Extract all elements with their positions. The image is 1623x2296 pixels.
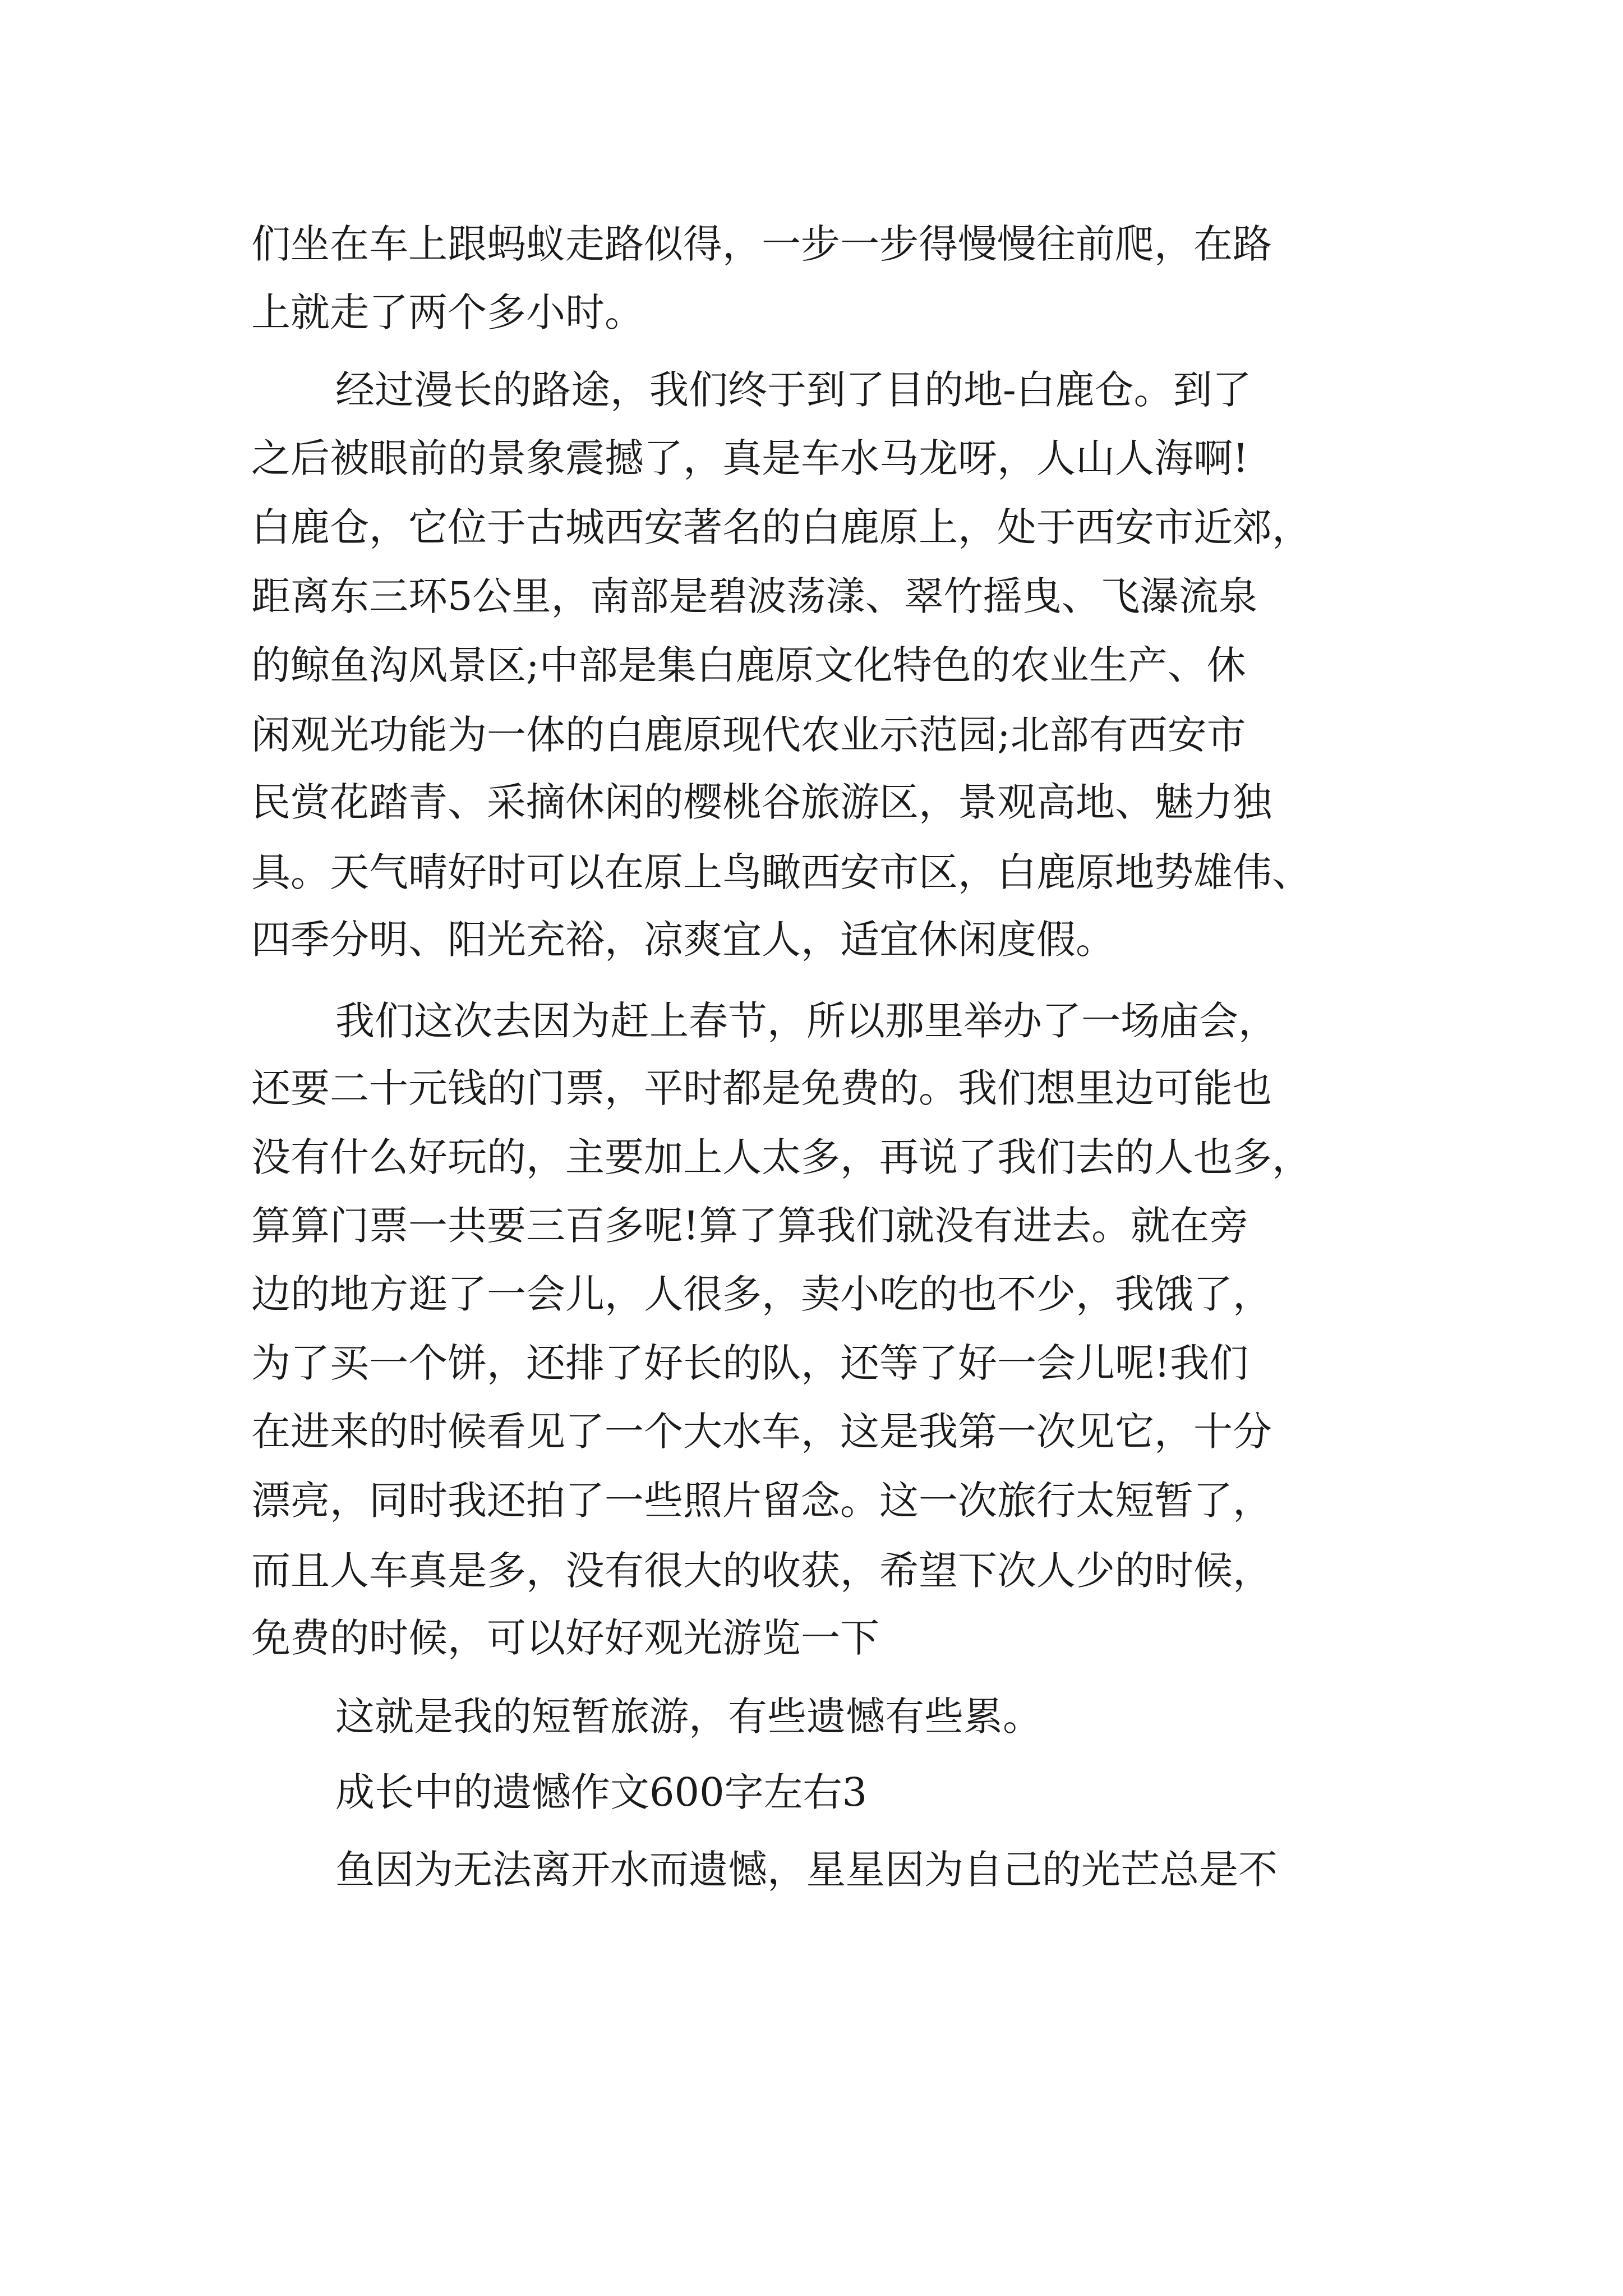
paragraph-line: 具。天气晴好时可以在原上鸟瞰西安市区，白鹿原地势雄伟、 — [251, 849, 1311, 895]
paragraph-line: 算算门票一共要三百多呢!算了算我们就没有进去。就在旁 — [251, 1203, 1249, 1249]
paragraph-line: 们坐在车上跟蚂蚁走路似得，一步一步得慢慢往前爬，在路 — [251, 221, 1272, 267]
paragraph-line: 还要二十元钱的门票，平时都是免费的。我们想里边可能也 — [251, 1065, 1272, 1111]
paragraph-line: 而且人车真是多，没有很大的收获，希望下次人少的时候， — [251, 1548, 1272, 1594]
paragraph-line: 白鹿仓，它位于古城西安著名的白鹿原上，处于西安市近郊， — [251, 504, 1311, 550]
paragraph-line: 漂亮，同时我还拍了一些照片留念。这一次旅行太短暂了， — [251, 1478, 1272, 1524]
paragraph-line: 没有什么好玩的，主要加上人太多，再说了我们去的人也多， — [251, 1134, 1311, 1180]
paragraph-line: 的鲸鱼沟风景区;中部是集白鹿原文化特色的农业生产、休 — [251, 642, 1246, 688]
paragraph-line: 这就是我的短暂旅游，有些遗憾有些累。 — [335, 1694, 1042, 1740]
paragraph-line: 上就走了两个多小时。 — [251, 289, 644, 335]
paragraph-line: 之后被眼前的景象震撼了，真是车水马龙呀，人山人海啊! — [251, 435, 1249, 481]
paragraph-line: 为了买一个饼，还排了好长的队，还等了好一会儿呢!我们 — [251, 1340, 1249, 1386]
section-heading: 成长中的遗憾作文600字左右3 — [335, 1769, 868, 1815]
paragraph-line: 民赏花踏青、采摘休闲的樱桃谷旅游区，景观高地、魅力独 — [251, 779, 1272, 825]
paragraph-line: 经过漫长的路途，我们终于到了目的地-白鹿仓。到了 — [335, 367, 1252, 413]
paragraph-line: 四季分明、阳光充裕，凉爽宜人，适宜休闲度假。 — [251, 917, 1115, 963]
paragraph-line: 我们这次去因为赶上春节，所以那里举办了一场庙会， — [335, 998, 1278, 1044]
paragraph-line: 鱼因为无法离开水而遗憾，星星因为自己的光芒总是不 — [335, 1847, 1278, 1893]
paragraph-line: 距离东三环5公里，南部是碧波荡漾、翠竹摇曳、飞瀑流泉 — [251, 573, 1258, 619]
paragraph-line: 边的地方逛了一会儿，人很多，卖小吃的也不少，我饿了， — [251, 1271, 1272, 1317]
paragraph-line: 闲观光功能为一体的白鹿原现代农业示范园;北部有西安市 — [251, 712, 1246, 758]
paragraph-line: 在进来的时候看见了一个大水车，这是我第一次见它，十分 — [251, 1409, 1272, 1455]
paragraph-line: 免费的时候，可以好好观光游览一下 — [251, 1615, 879, 1661]
